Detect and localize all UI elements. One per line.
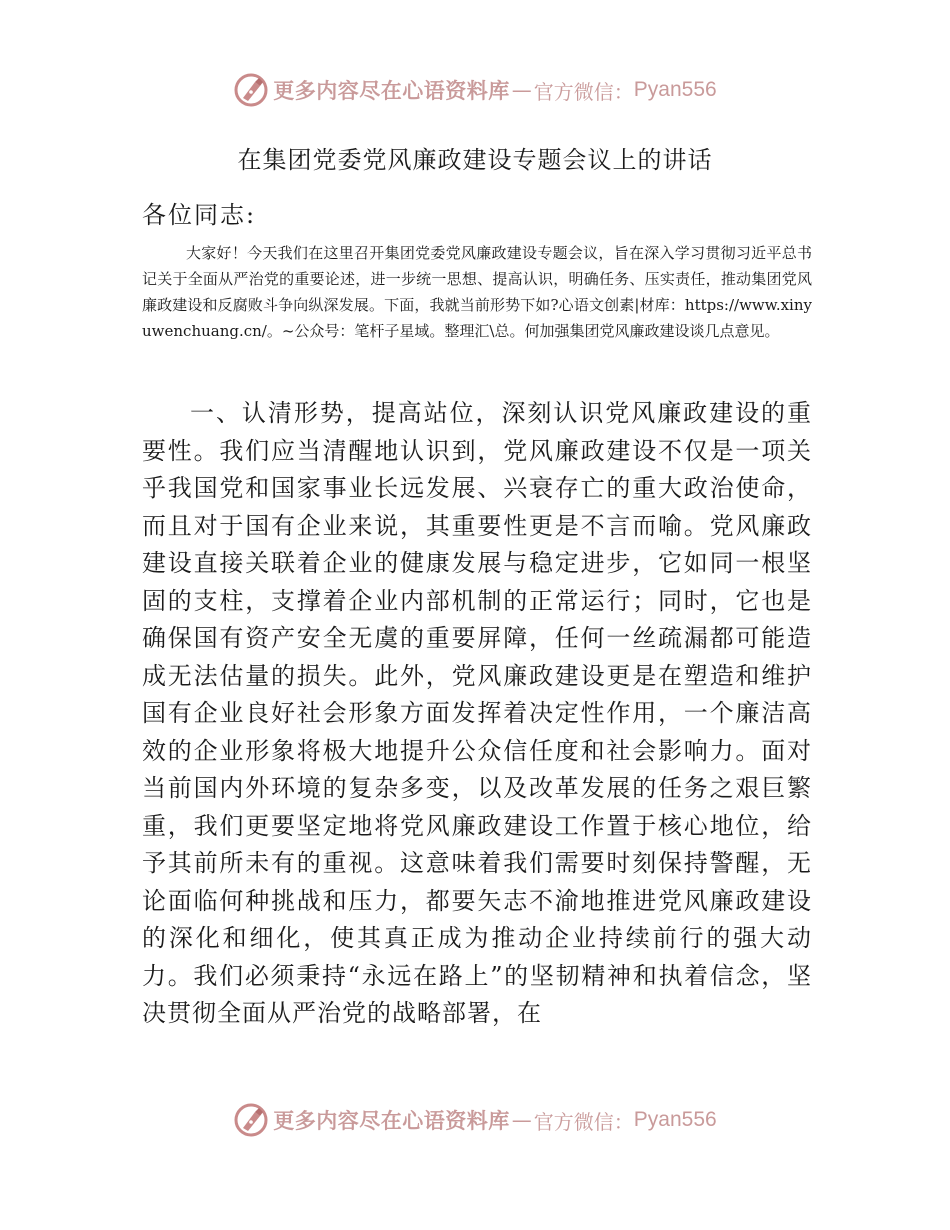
pen-nib-logo-icon	[233, 72, 269, 108]
watermark-wechat-label: 官方微信：	[533, 79, 634, 104]
watermark-banner-top	[0, 70, 950, 110]
intro-paragraph: 大家好！今天我们在这里召开集团党委党风廉政建设专题会议，旨在深入学习贯彻习近平总书记关于全面从严治党的重要论述，进一步统一思想、提高认识，明确任务、压实责任，推动集团党风廉政建设和反腐败斗争向纵深发展。下面，我就当前形势下如?心语文创素|材库：https://www.xinyuwenchuang.cn/。~公众号：笔杆子星域。整理汇\总。何加强集团党风廉政建设谈几点意见。	[142, 244, 812, 340]
watermark-brand-text: 更多内容尽在心语资料库	[273, 1109, 510, 1133]
watermark-separator: —	[511, 78, 532, 102]
watermark-wechat-id: Pyan556	[633, 1108, 717, 1131]
pen-nib-logo-icon	[233, 1102, 269, 1138]
watermark-banner-bottom	[0, 1100, 950, 1140]
watermark-wechat-id: Pyan556	[633, 78, 717, 101]
watermark-brand-text: 更多内容尽在心语资料库	[273, 79, 510, 103]
watermark-wechat-label: 官方微信：	[533, 1109, 634, 1134]
document-title: 在集团党委党风廉政建设专题会议上的讲话	[237, 146, 713, 174]
watermark-separator: —	[511, 1108, 532, 1132]
salutation: 各位同志:	[142, 201, 257, 229]
section-one-paragraph: 一、认清形势，提高站位，深刻认识党风廉政建设的重要性。我们应当清醒地认识到，党风廉政建设不仅是一项关乎我国党和国家事业长远发展、兴衰存亡的重大政治使命，而且对于国有企业来说，其重要性更是不言而喻。党风廉政建设直接关联着企业的健康发展与稳定进步，它如同一根坚固的支柱，支撑着企业内部机制的正常运行；同时，它也是确保国有资产安全无虞的重要屏障，任何一丝疏漏都可能造成无法估量的损失。此外，党风廉政建设更是在塑造和维护国有企业良好社会形象方面发挥着决定性作用，一个廉洁高效的企业形象将极大地提升公众信任度和社会影响力。面对当前国内外环境的复杂多变，以及改革发展的任务之艰巨繁重，我们更要坚定地将党风廉政建设工作置于核心地位，给予其前所未有的重视。这意味着我们需要时刻保持警醒，无论面临何种挑战和压力，都要矢志不渝地推进党风廉政建设的深化和细化，使其真正成为推动企业持续前行的强大动力。我们必须秉持“永远在路上”的坚韧精神和执着信念，坚决贯彻全面从严治党的战略部署，在	[142, 399, 812, 1027]
